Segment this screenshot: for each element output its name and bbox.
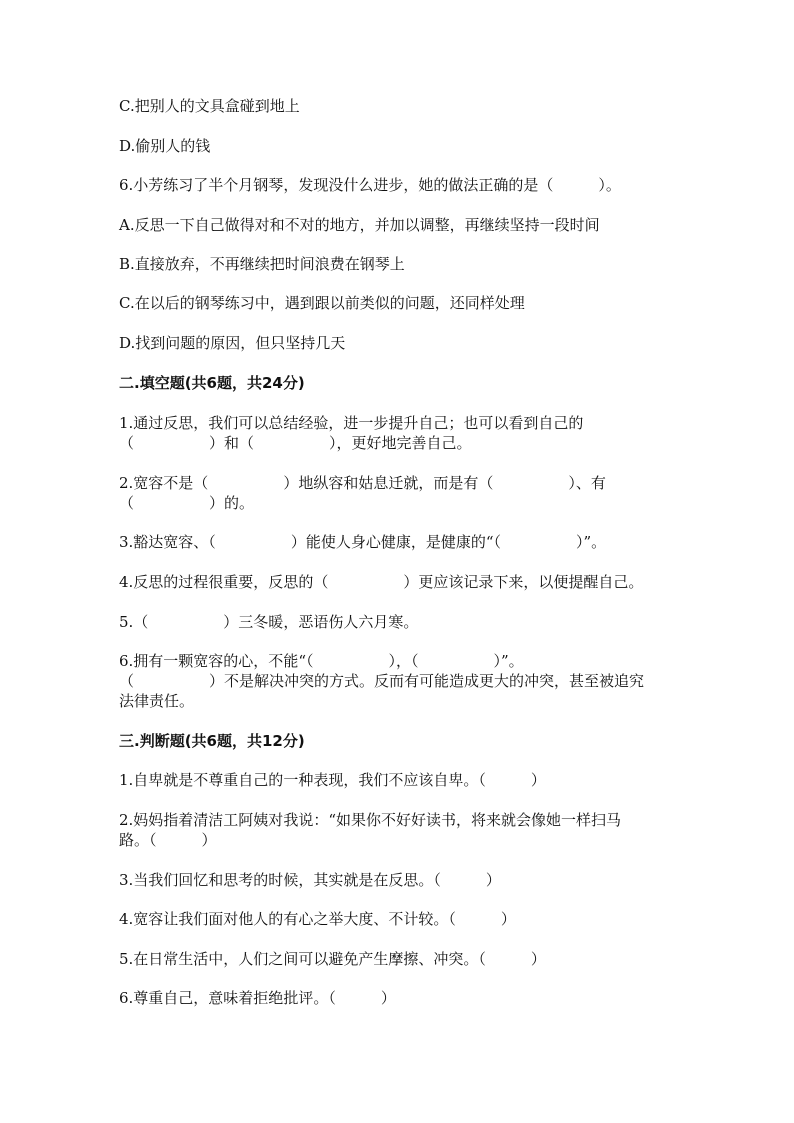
judge-question-2-line-1: 2.妈妈指着清洁工阿姨对我说：“如果你不好好读书，将来就会像她一样扫马 [119,811,621,829]
fill-question-6-line-3: 法律责任。 [119,692,195,710]
judge-question-2-line-2: 路。（ ） [119,831,217,849]
option-c-text: C.把别人的文具盒碰到地上 [119,97,300,115]
question-6-option-d: D.找到问题的原因，但只坚持几天 [119,334,346,352]
judge-question-3: 3.当我们回忆和思考的时候，其实就是在反思。（ ） [119,871,501,889]
fill-question-2-line-2: （ ）的。 [119,494,255,512]
question-6-stem: 6.小芳练习了半个月钢琴，发现没什么进步，她的做法正确的是（ ）。 [119,176,621,194]
fill-question-1-line-1: 1.通过反思，我们可以总结经验，进一步提升自己；也可以看到自己的 [119,414,584,432]
question-6-option-a: A.反思一下自己做得对和不对的地方，并加以调整，再继续坚持一段时间 [119,216,600,234]
question-6-option-c: C.在以后的钢琴练习中，遇到跟以前类似的问题，还同样处理 [119,294,525,312]
judge-question-1: 1.自卑就是不尊重自己的一种表现，我们不应该自卑。（ ） [119,771,546,789]
section-heading-true-false: 三.判断题(共6题，共12分) [119,732,305,750]
fill-question-5: 5.（ ）三冬暖，恶语伤人六月寒。 [119,613,419,631]
question-6-option-b: B.直接放弃，不再继续把时间浪费在钢琴上 [119,255,405,273]
fill-question-6-line-1: 6.拥有一颗宽容的心，不能“（ ），（ ）”。 [119,652,524,670]
section-heading-fill-in: 二.填空题(共6题，共24分) [119,374,305,392]
fill-question-3: 3.豁达宽容、（ ）能使人身心健康，是健康的“（ ）”。 [119,533,607,551]
fill-question-6-line-2: （ ）不是解决冲突的方式。反而有可能造成更大的冲突，甚至被追究 [119,672,645,690]
judge-question-5: 5.在日常生活中，人们之间可以避免产生摩擦、冲突。（ ） [119,950,546,968]
judge-question-6: 6.尊重自己，意味着拒绝批评。（ ） [119,989,396,1007]
fill-question-4: 4.反思的过程很重要，反思的（ ）更应该记录下来，以便提醒自己。 [119,573,644,591]
judge-question-4: 4.宽容让我们面对他人的有心之举大度、不计较。（ ） [119,910,516,928]
option-d-text: D.偷别人的钱 [119,137,211,155]
fill-question-2-line-1: 2.宽容不是（ ）地纵容和姑息迁就，而是有（ ）、有 [119,474,606,492]
fill-question-1-line-2: （ ）和（ ），更好地完善自己。 [119,434,472,452]
